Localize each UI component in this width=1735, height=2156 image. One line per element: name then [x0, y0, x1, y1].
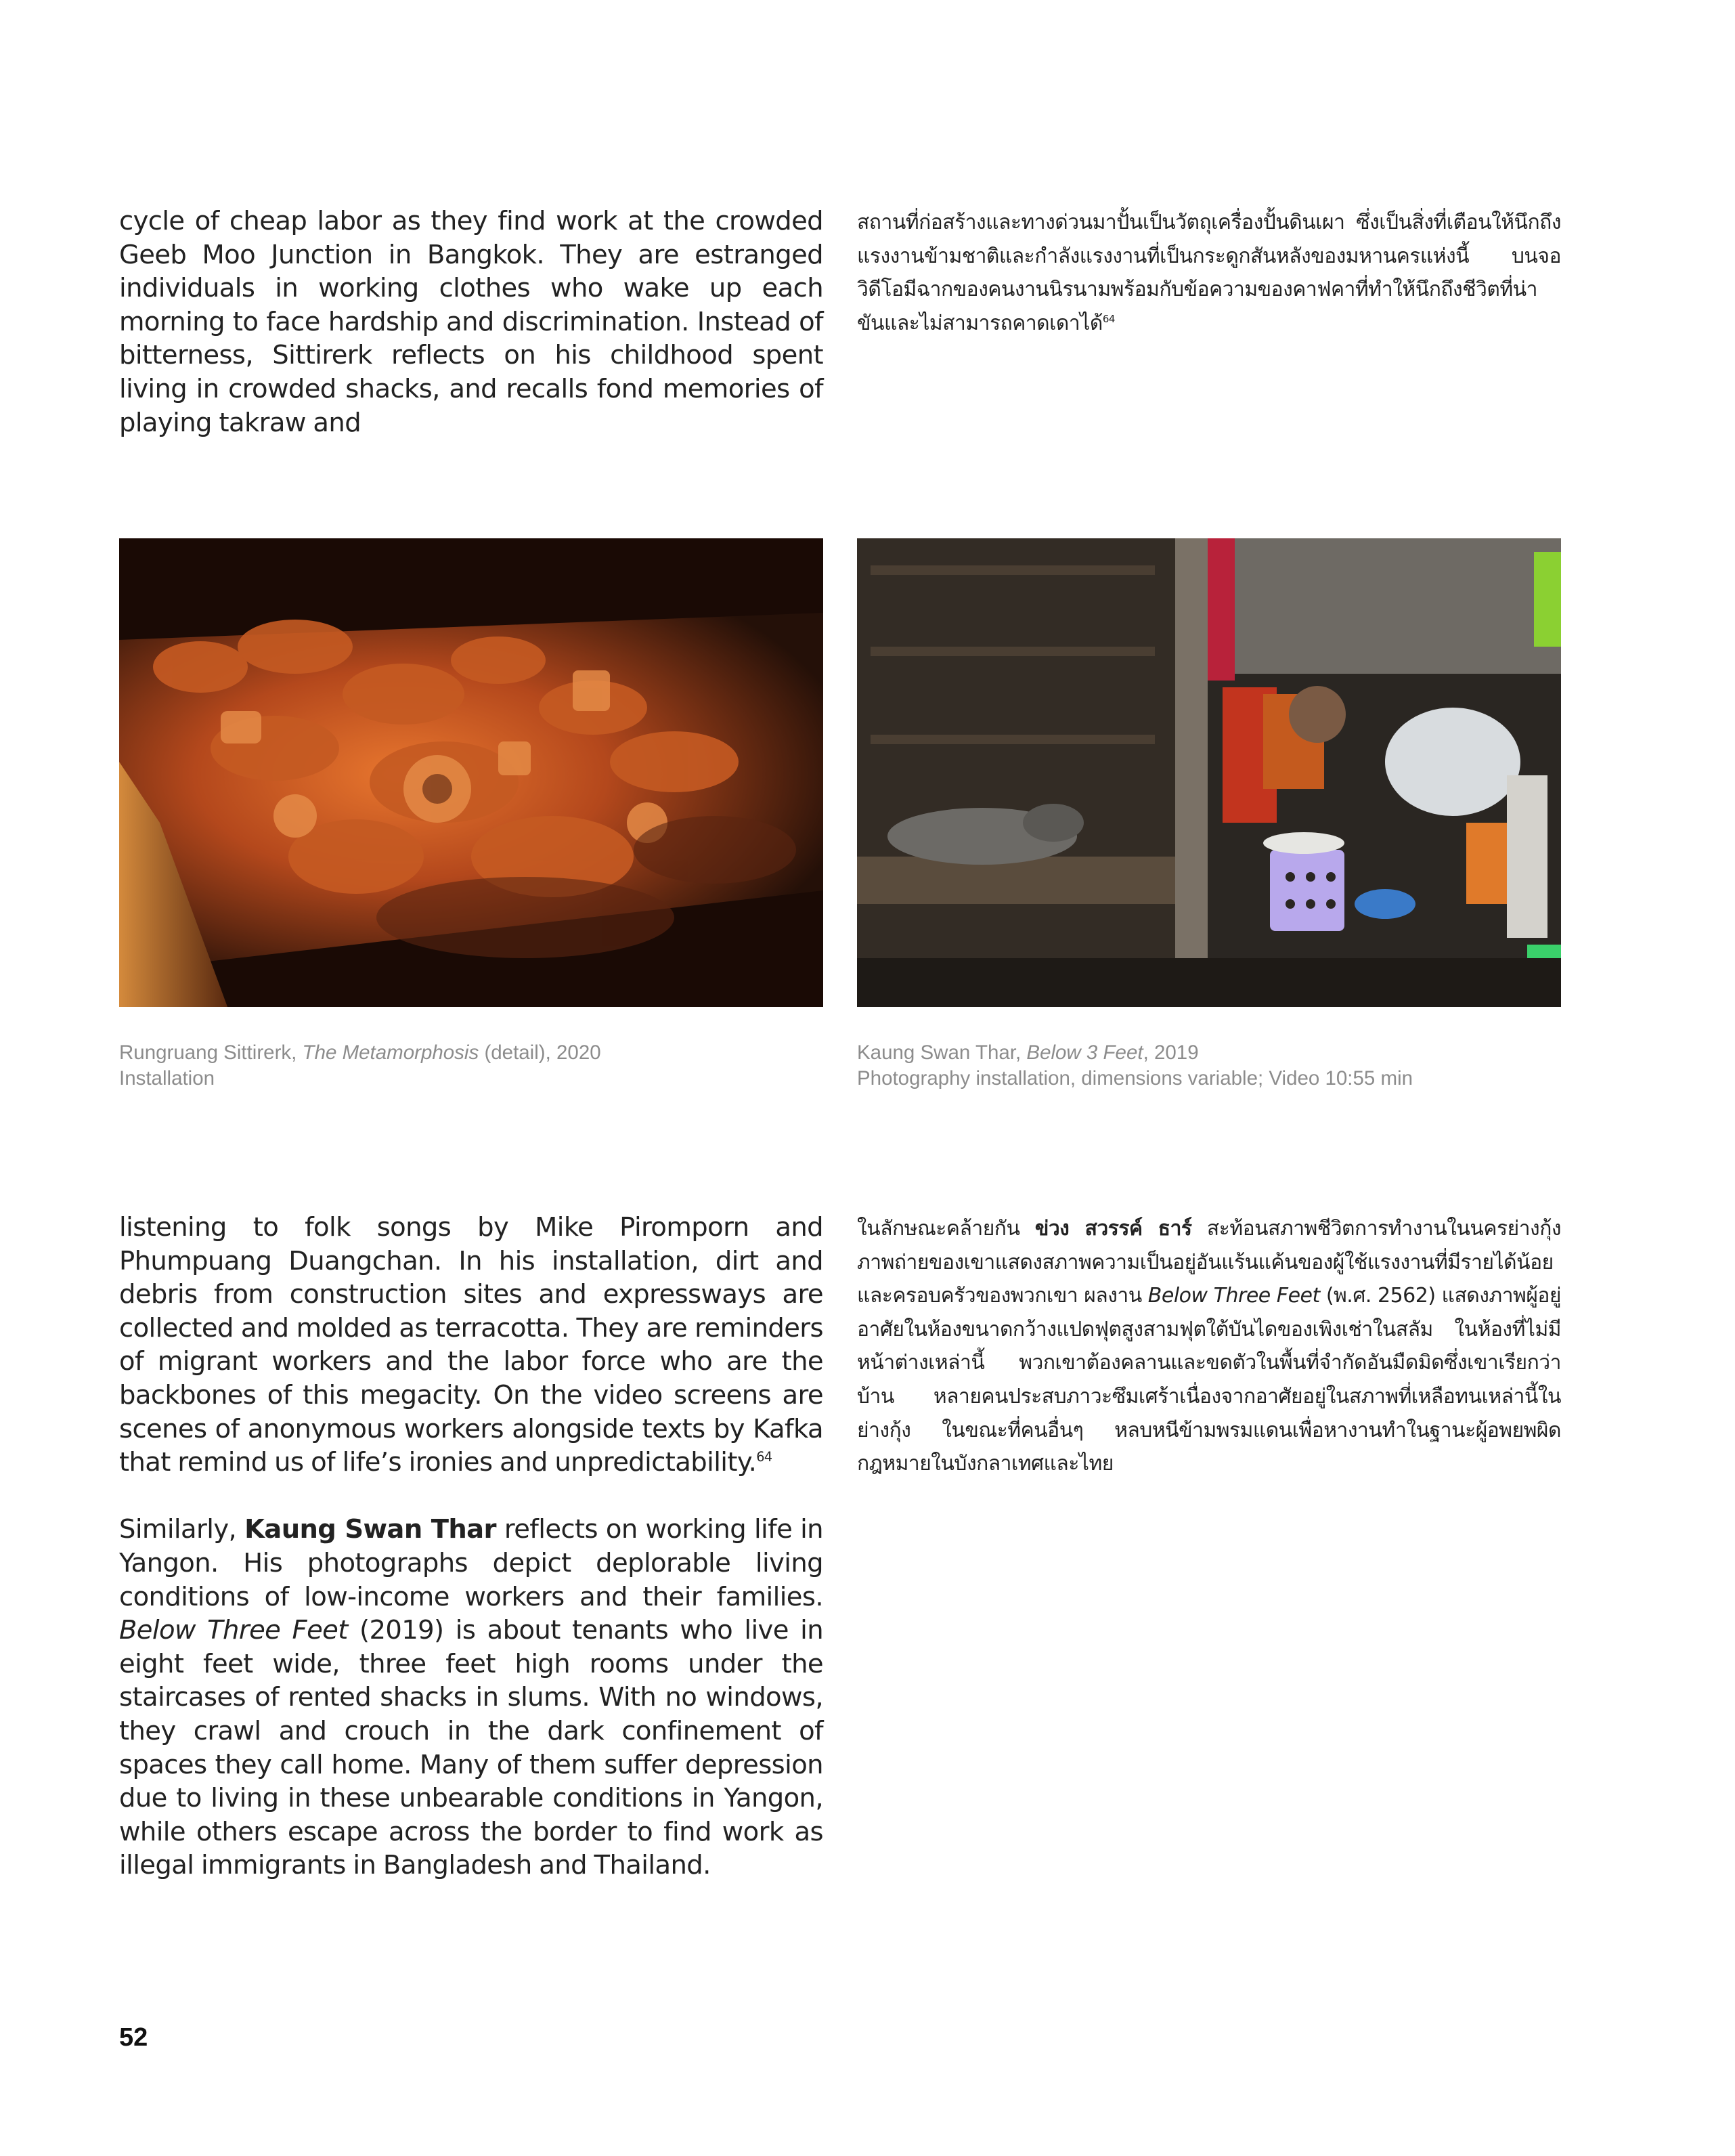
caption-title-line: Kaung Swan Thar, Below 3 Feet, 2019 [857, 1041, 1199, 1064]
artist-name: ข่วง สวรรค์ ธาร์ [1034, 1217, 1192, 1241]
caption-medium: Installation [119, 1067, 215, 1090]
page-number: 52 [119, 2023, 148, 2052]
work-title: Below Three Feet [1147, 1284, 1320, 1308]
paragraph: Similarly, Kaung Swan Thar reflects on working life in Yangon. His photographs depict deplorable living conditions of low-income workers and their families. Below Three Feet (2019) is about tenants who live in eight feet wide, three feet high rooms under the staircases of rented shacks in slums. With no windows, they crawl and crouch in the dark confinement of spaces they call home. Many of them suffer depression due to living in these unbearable conditions in Yangon, while others escape across the border to find work as illegal immigrants in Bangladesh and Thailand. [119, 1514, 823, 1881]
photo-metamorphosis [119, 538, 823, 1007]
paragraph: listening to folk songs by Mike Piromporn and Phumpuang Duangchan. In his installation, dirt and debris from construction sites and expressways are collected and molded as terracotta. They are reminders of migrant workers and the labor force who are the backbones of this megacity. On the video screens are scenes of anonymous workers alongside texts by Kafka that remind us of life’s ironies and unpredictability.$^{64}$ [119, 1212, 823, 1478]
caption-below-three-feet [857, 1040, 1561, 1092]
work-title: Below Three Feet [119, 1615, 348, 1646]
caption-metamorphosis [119, 1040, 823, 1092]
body-text-en-top: cycle of cheap labor as they find work at the crowded Geeb Moo Junction in Bangkok. They are estranged individuals in working clothes who wake up each morning to face hardship and discrimination. Instead of bitterness, Sittirerk reflects on his childhood spent living in crowded shacks, and recalls fond memories of playing takraw and [119, 206, 823, 438]
body-text-th-bottom [857, 1212, 1561, 1481]
footnote-ref: 64 [756, 1449, 772, 1465]
photo-below-three-feet [857, 538, 1561, 1007]
caption-medium: Photography installation, dimensions variable; Video 10:55 min [857, 1067, 1413, 1090]
body-text-en-bottom [119, 1211, 823, 1882]
paragraph: ในลักษณะคล้ายกัน ข่วง สวรรค์ ธาร์ สะท้อนสภาพชีวิตการทำงานในนครย่างกุ้ง ภาพถ่ายของเขาแสดงสภาพความเป็นอยู่อันแร้นแค้นของผู้ใช้แรงงานที่มีรายได้น้อยและครอบครัวของพวกเขา ผลงาน Below Three Feet (พ.ศ. 2562) แสดงภาพผู้อยู่อาศัยในห้องขนาดกว้างแปดฟุตสูงสามฟุตใต้บันไดของเพิงเช่าในสลัม ในห้องที่ไม่มีหน้าต่างเหล่านี้ พวกเขาต้องคลานและขดตัวในพื้นที่จำกัดอันมืดมิดซึ่งเขาเรียกว่าบ้าน หลายคนประสบภาวะซึมเศร้าเนื่องจากอาศัยอยู่ในสภาพที่เหลือทนเหล่านี้ในย่างกุ้ง ในขณะที่คนอื่นๆ หลบหนีข้ามพรมแดนเพื่อหางานทำในฐานะผู้อพยพผิดกฎหมายในบังกลาเทศและไทย [857, 1217, 1562, 1476]
caption-title-line: Rungruang Sittirerk, The Metamorphosis (detail), 2020 [119, 1041, 601, 1064]
footnote-ref: 64 [1102, 312, 1115, 325]
artist-name: Kaung Swan Thar [244, 1514, 496, 1545]
body-text-th-top: สถานที่ก่อสร้างและทางด่วนมาปั้นเป็นวัตถุเครื่องปั้นดินเผา ซึ่งเป็นสิ่งที่เตือนให้นึกถึงแรงงานข้ามชาติและกำลังแรงงานที่เป็นกระดูกสันหลังของมหานครแห่งนี้ บนจอวิดีโอมีฉากของคนงานนิรนามพร้อมกับข้อความของคาฟคาที่ทำให้นึกถึงชีวิตที่น่าขันและไม่สามารถคาดเดาได้$^{64}$ [857, 211, 1561, 335]
